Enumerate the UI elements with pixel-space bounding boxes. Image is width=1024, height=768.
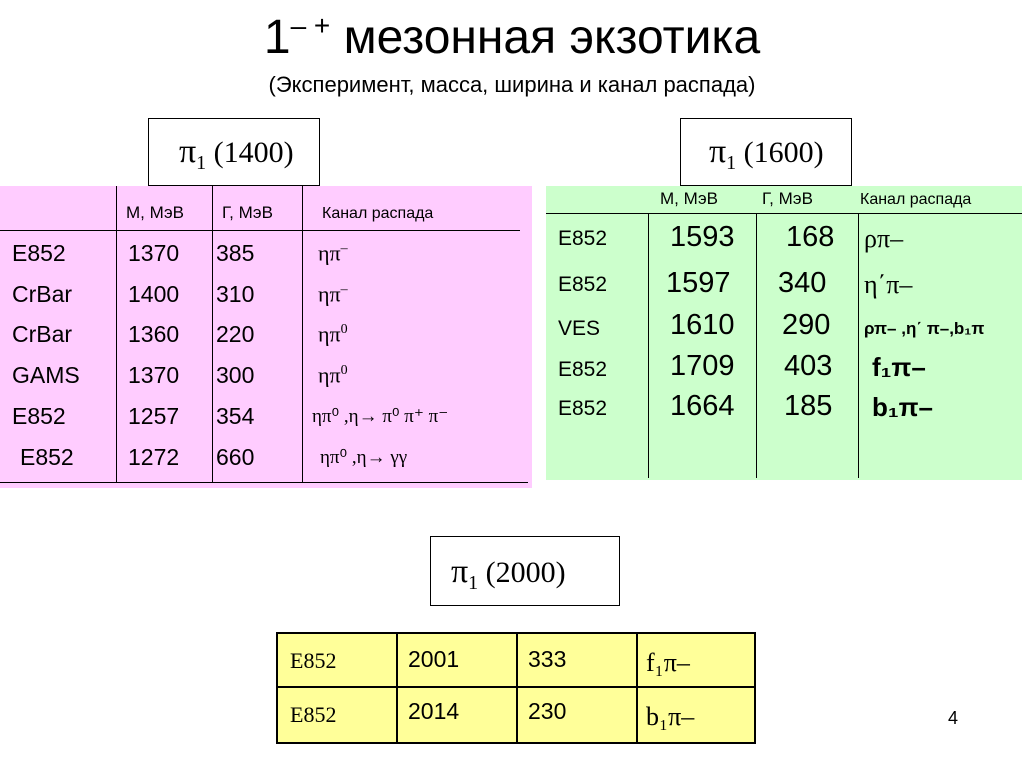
cell-channel: b₁π–	[872, 392, 934, 422]
column-divider	[516, 634, 518, 742]
cell-experiment: E852	[290, 648, 337, 673]
cell-channel: ρπ– ,η΄ π–,b₁π	[864, 319, 985, 338]
cell-mass: 1664	[670, 390, 735, 422]
cell-experiment: GAMS	[12, 362, 80, 388]
cell-experiment: E852	[558, 397, 608, 420]
cell-experiment: CrBar	[12, 281, 73, 307]
header-channel: Канал распада	[860, 191, 972, 208]
page-title: 1– + мезонная экзотика	[263, 10, 761, 64]
cell-channel: η΄π–	[864, 270, 913, 299]
cell-mass: 1400	[128, 281, 180, 307]
cell-experiment: E852	[558, 358, 608, 381]
header-mass: M, МэВ	[126, 203, 184, 222]
cell-experiment: E852	[12, 240, 66, 266]
cell-mass: 1272	[128, 444, 180, 470]
header-divider	[546, 213, 1022, 214]
cell-experiment: VES	[558, 317, 601, 340]
title-superscript: – +	[290, 10, 331, 41]
table-pi1-1600	[546, 186, 1022, 480]
cell-mass: 1370	[128, 240, 180, 266]
cell-width: 230	[528, 698, 567, 724]
cell-width: 340	[778, 267, 827, 299]
header-mass: M, МэВ	[660, 189, 718, 208]
header-divider	[0, 230, 520, 231]
cell-width: 220	[216, 321, 255, 347]
cell-experiment: CrBar	[12, 321, 73, 347]
cell-mass: 1257	[128, 403, 180, 429]
cell-channel: ρπ–	[864, 224, 904, 253]
cell-width: 333	[528, 646, 567, 672]
cell-mass: 1593	[670, 221, 735, 253]
cell-experiment: E852	[558, 273, 608, 296]
column-divider	[636, 634, 638, 742]
cell-width: 660	[216, 444, 255, 470]
cell-channel: ηπ⁰ ,η→ π⁰ π⁺ π⁻	[312, 406, 449, 427]
column-divider	[648, 214, 649, 478]
cell-channel: ηπ⁰ ,η→ γγ	[320, 447, 408, 468]
cell-channel: b₁π–	[646, 702, 695, 731]
page-number: 4	[948, 708, 959, 728]
cell-mass: 1709	[670, 350, 735, 382]
cell-channel: ηπ–	[318, 240, 348, 266]
column-divider	[756, 214, 757, 478]
column-divider	[116, 186, 117, 482]
cell-width: 185	[784, 390, 833, 422]
table-pi1-1400	[0, 186, 532, 488]
cell-experiment: E852	[558, 227, 608, 250]
column-divider	[302, 186, 303, 482]
cell-mass: 2001	[408, 646, 460, 672]
header-width: Г, МэВ	[222, 203, 273, 222]
page-subtitle: (Эксперимент, масса, ширина и канал распада)	[268, 72, 756, 97]
bottom-divider	[0, 482, 528, 483]
cell-width: 403	[784, 350, 833, 382]
cell-channel: $\eta\pi^0$	[318, 362, 348, 388]
label-pi1-1600: $\pi_1$ (1600)	[680, 118, 852, 186]
cell-mass: 1360	[128, 321, 180, 347]
cell-mass: 1597	[666, 267, 731, 299]
cell-mass: 1610	[670, 309, 735, 341]
table-pi1-2000	[276, 632, 756, 744]
cell-mass: 1370	[128, 362, 180, 388]
cell-experiment: E852	[12, 403, 66, 429]
header-channel: Канал распада	[322, 205, 434, 222]
cell-width: 310	[216, 281, 255, 307]
cell-width: 300	[216, 362, 255, 388]
label-pi1-1400: $\pi_1$ (1400)	[148, 118, 320, 186]
cell-experiment: E852	[290, 702, 337, 727]
cell-channel: f₁π–	[646, 648, 690, 677]
cell-channel: $\eta\pi^0$	[318, 321, 348, 347]
cell-width: 354	[216, 403, 255, 429]
cell-width: 168	[786, 221, 835, 253]
cell-channel: ηπ–	[318, 281, 348, 307]
column-divider	[396, 634, 398, 742]
cell-mass: 2014	[408, 698, 460, 724]
column-divider	[858, 214, 859, 478]
column-divider	[212, 186, 213, 482]
label-pi1-2000: $\pi_1$ (2000)	[430, 536, 620, 606]
cell-width: 290	[782, 309, 831, 341]
header-width: Г, МэВ	[762, 189, 813, 208]
cell-width: 385	[216, 240, 255, 266]
cell-channel: f₁π–	[872, 352, 926, 382]
cell-experiment: E852	[20, 444, 74, 470]
